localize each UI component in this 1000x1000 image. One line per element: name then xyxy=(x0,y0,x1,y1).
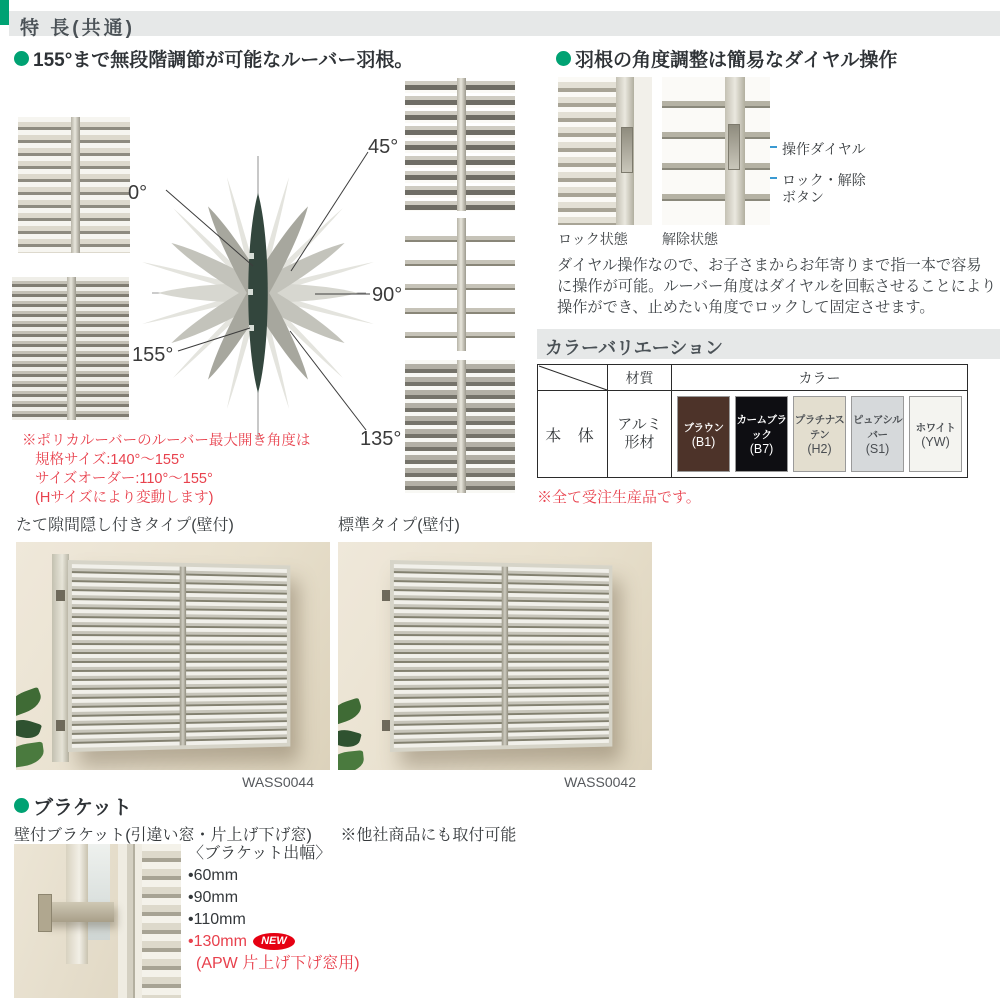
section-header-bar xyxy=(9,11,1000,36)
dial-feature-heading xyxy=(556,45,897,72)
plant-leaf xyxy=(338,727,362,751)
swatch-name: ブラウン xyxy=(683,421,724,434)
bracket-heading-text: ブラケット xyxy=(33,797,132,819)
bracket-list-title: 〈ブラケット出幅〉 xyxy=(188,845,332,862)
photo-id-right: WASS0042 xyxy=(564,774,636,790)
wall-bracket xyxy=(56,590,65,601)
angle-label-155: 155° xyxy=(132,344,174,366)
product-photo-right xyxy=(338,542,652,770)
note-line: 規格サイズ:140°〜155° xyxy=(35,452,185,468)
louver-panel-half xyxy=(72,564,179,748)
louver-photo-45deg xyxy=(405,78,515,211)
plant-leaf xyxy=(338,698,364,726)
wall-bracket xyxy=(56,720,65,731)
swatch-row xyxy=(672,391,967,477)
swatch-name: プラチナステン xyxy=(794,414,845,441)
note-line: ※ポリカルーバーのルーバー最大開き角度は xyxy=(22,433,311,449)
description-line: に操作が可能。ルーバー角度はダイヤルを回転させることにより xyxy=(557,278,997,295)
color-table xyxy=(537,364,968,478)
bracket-depth-list xyxy=(188,843,360,975)
color-table-header-row xyxy=(538,365,967,391)
description-line: ダイヤル操作なので、お子さまからお年寄りまで指一本で容易 xyxy=(557,257,982,274)
angle-label-135: 135° xyxy=(360,428,402,450)
caption-locked: ロック状態 xyxy=(558,231,628,247)
louver-photo-90deg xyxy=(405,218,515,351)
product-caption-left: たて隙間隠し付きタイプ(壁付) xyxy=(16,517,234,534)
color-header-cell: カラー xyxy=(798,369,841,386)
photo-id-left: WASS0044 xyxy=(242,774,314,790)
dial-feature-heading-text: 羽根の角度調整は簡易なダイヤル操作 xyxy=(575,50,898,71)
swatch-brown xyxy=(677,396,730,472)
note-line: (Hサイズにより変動します) xyxy=(35,490,214,506)
bracket-item: •60mm xyxy=(188,867,239,884)
louver-open-bars xyxy=(662,77,770,225)
label-lock-release: ロック・解除 xyxy=(782,172,866,188)
louver-feature-heading xyxy=(14,45,413,72)
color-variation-title: カラーバリエーション xyxy=(545,338,724,358)
swatch-code: (YW) xyxy=(921,434,950,449)
diagonal-cell xyxy=(538,365,608,390)
louver-photo-0deg xyxy=(18,117,130,253)
title-accent-block xyxy=(0,0,9,25)
swatch-platinum-stain xyxy=(793,396,846,472)
material-cell xyxy=(608,391,672,477)
bracket-heading xyxy=(14,791,132,820)
louver-panel-half xyxy=(394,564,501,748)
louver-rail xyxy=(457,78,466,211)
note-line: サイズオーダー:110°〜155° xyxy=(35,471,213,487)
bracket-item: •90mm xyxy=(188,889,239,906)
new-badge: NEW xyxy=(253,933,295,950)
louver-panel-half xyxy=(508,567,609,745)
bracket-plate xyxy=(38,894,52,932)
bracket-item-new xyxy=(188,931,360,953)
plant-leaf xyxy=(16,741,45,768)
swatch-name: ピュアシルバー xyxy=(852,414,903,441)
louver-feature-heading-text: 155°まで無段階調節が可能なルーバー羽根。 xyxy=(33,50,414,71)
label-operation-dial: 操作ダイヤル xyxy=(782,141,866,157)
swatch-code: (S1) xyxy=(865,442,890,456)
plant-leaf xyxy=(16,716,42,742)
green-bullet-icon xyxy=(14,798,29,813)
bracket-compat-note: ※他社商品にも取付可能 xyxy=(340,827,517,844)
swatch-calm-black xyxy=(735,396,788,472)
material-line: 形材 xyxy=(624,434,655,451)
swatch-name: カームブラック xyxy=(736,414,787,441)
green-bullet-icon xyxy=(14,51,29,66)
swatch-name: ホワイト xyxy=(915,421,956,434)
dial-device xyxy=(621,127,633,173)
swatch-white xyxy=(909,396,962,472)
description-line: 操作ができ、止めたい角度でロックして固定させます。 xyxy=(557,299,935,316)
louver-pipes xyxy=(558,77,618,225)
louver-photo-135deg xyxy=(405,360,515,493)
louver-panel-half xyxy=(186,567,287,745)
bracket-item-new-text: •130mm xyxy=(188,933,247,950)
louver-panel xyxy=(390,560,612,752)
louver-rail xyxy=(67,277,76,420)
diagonal-line xyxy=(538,365,608,391)
bracket-item: •110mm xyxy=(188,911,246,928)
photo-locked-state xyxy=(558,77,652,225)
angle-label-45: 45° xyxy=(368,136,399,158)
dial-device xyxy=(728,124,740,170)
blade-rotation-diagram xyxy=(138,148,378,448)
label-lock-button: ボタン xyxy=(782,189,824,205)
swatch-code: (B7) xyxy=(749,442,774,456)
color-table-body-row xyxy=(538,391,967,477)
product-photo-left xyxy=(16,542,330,770)
bracket-new-note: (APW 片上げ下げ窓用) xyxy=(196,955,360,972)
product-caption-right: 標準タイプ(壁付) xyxy=(338,517,460,534)
louver-slat-ends xyxy=(142,844,181,998)
dial-description xyxy=(557,255,1000,318)
plant-leaf xyxy=(338,750,365,770)
row-label-cell: 本 体 xyxy=(538,391,608,477)
swatch-pure-silver xyxy=(851,396,904,472)
swatch-code: (H2) xyxy=(807,442,832,456)
window-glass xyxy=(88,844,110,940)
angle-label-90: 90° xyxy=(372,284,403,306)
material-line: アルミ xyxy=(617,416,662,433)
louver-rail xyxy=(71,117,80,253)
made-to-order-note: ※全て受注生産品です。 xyxy=(537,489,701,506)
swatch-code: (B1) xyxy=(691,434,716,449)
angle-label-0: 0° xyxy=(128,182,148,204)
bracket-photo xyxy=(14,844,181,998)
louver-panel xyxy=(68,560,290,752)
bracket-subheading xyxy=(14,822,516,845)
louver-rail xyxy=(457,360,466,493)
green-bullet-icon xyxy=(556,51,571,66)
bracket-arm xyxy=(44,902,114,922)
material-header-cell: 材質 xyxy=(608,365,672,390)
caption-unlocked: 解除状態 xyxy=(662,231,718,247)
photo-unlocked-state xyxy=(662,77,770,225)
plant-leaf xyxy=(16,687,44,717)
page-title: 特 長(共通) xyxy=(20,18,135,39)
bracket-type-text: 壁付ブラケット(引違い窓・片上げ下げ窓) xyxy=(14,827,312,844)
louver-rail xyxy=(457,218,466,351)
louver-photo-155deg xyxy=(12,277,129,420)
max-angle-note xyxy=(22,432,310,508)
